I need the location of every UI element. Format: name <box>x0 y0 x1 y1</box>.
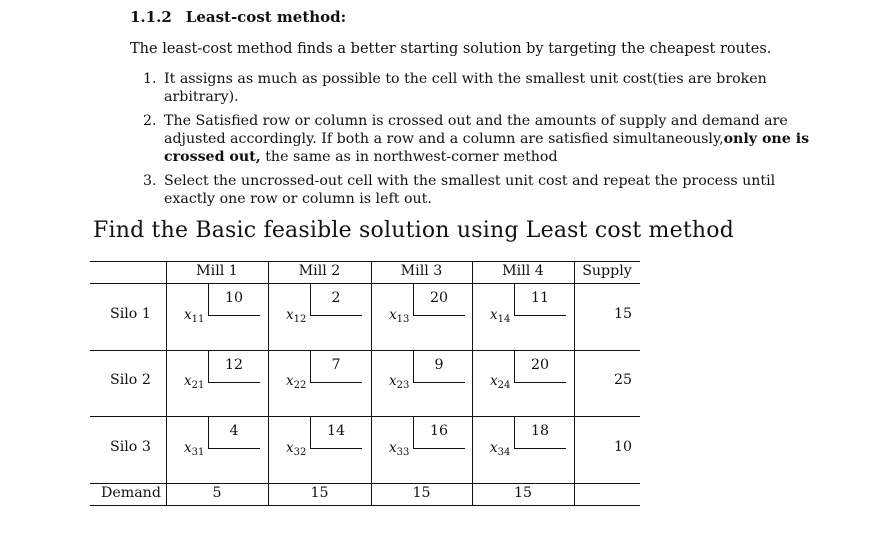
step-text: The Satisfied row or column is crossed out and the amounts of supply and demand are adjusted accordingly. If both a row and a column are satisfied simultaneously, <box>164 113 788 147</box>
variable-subscript: 14 <box>497 313 511 325</box>
variable-subscript: 31 <box>191 446 205 458</box>
unit-cost: 11 <box>530 290 550 306</box>
table-rule <box>90 483 640 484</box>
variable-subscript: 32 <box>293 446 307 458</box>
cost-box-bottom <box>208 448 260 449</box>
cost-box-bottom <box>413 315 465 316</box>
allocation-variable <box>490 373 510 391</box>
step-number: 3. <box>143 173 157 189</box>
unit-cost: 16 <box>429 423 449 439</box>
variable-symbol: x <box>184 373 192 389</box>
allocation-variable <box>490 440 510 458</box>
allocation-variable <box>490 307 510 325</box>
column-header: Mill 3 <box>400 263 443 279</box>
step-number: 2. <box>143 113 157 129</box>
variable-symbol: x <box>184 306 192 323</box>
variable-symbol: x <box>389 439 397 456</box>
variable-symbol: x <box>184 439 192 456</box>
variable-symbol: x <box>286 439 294 456</box>
column-header: Mill 4 <box>502 263 544 279</box>
allocation-variable <box>286 440 306 458</box>
table-column-rule <box>166 261 167 505</box>
allocation-variable <box>184 307 204 325</box>
intro-paragraph: The least-cost method finds a better starting solution by targeting the cheapest routes. <box>130 41 772 57</box>
cost-box-bottom <box>514 315 566 316</box>
supply-value: 15 <box>613 305 632 322</box>
cost-box-bottom <box>413 448 465 449</box>
demand-value: 15 <box>412 485 431 501</box>
allocation-variable <box>389 440 409 458</box>
variable-symbol: x <box>490 439 498 456</box>
unit-cost: 7 <box>331 357 341 373</box>
variable-symbol: x <box>286 373 294 389</box>
row-label: Silo 3 <box>110 438 151 455</box>
table-column-rule <box>268 261 269 505</box>
section-number: 1.1.2 <box>130 8 172 26</box>
variable-symbol: x <box>490 306 498 323</box>
variable-subscript: 33 <box>396 446 410 458</box>
cost-box-bottom <box>208 382 260 383</box>
row-label: Silo 1 <box>110 305 151 322</box>
cost-box-bottom <box>413 382 465 383</box>
unit-cost: 4 <box>229 423 239 439</box>
table-rule <box>90 283 640 284</box>
allocation-variable <box>389 373 409 391</box>
column-header: Mill 1 <box>196 263 238 279</box>
table-rule <box>90 350 640 351</box>
allocation-variable <box>286 373 306 391</box>
unit-cost: 14 <box>326 423 346 439</box>
table-rule <box>90 261 640 262</box>
row-label: Silo 2 <box>110 372 151 388</box>
problem-title: Find the Basic feasible solution using Least cost method <box>93 218 734 243</box>
variable-subscript: 12 <box>293 313 307 325</box>
variable-subscript: 13 <box>396 313 410 325</box>
supply-value: 25 <box>613 372 632 388</box>
demand-label: Demand <box>101 485 161 501</box>
allocation-variable <box>184 440 204 458</box>
cost-box-bottom <box>310 315 362 316</box>
allocation-variable <box>286 307 306 325</box>
cost-box-bottom <box>514 382 566 383</box>
step-text-cont: the same as in northwest-corner method <box>260 149 558 165</box>
supply-header: Supply <box>582 263 632 279</box>
unit-cost: 10 <box>224 290 244 306</box>
variable-subscript: 11 <box>191 313 205 325</box>
cost-box-bottom <box>310 382 362 383</box>
variable-subscript: 34 <box>497 446 511 458</box>
variable-symbol: x <box>490 373 498 389</box>
unit-cost: 9 <box>434 357 444 373</box>
variable-symbol: x <box>389 373 397 389</box>
cost-box-bottom <box>310 448 362 449</box>
step-text: It assigns as much as possible to the cell with the smallest unit cost(ties are broken arbitrary). <box>164 71 767 105</box>
variable-subscript: 23 <box>396 380 410 391</box>
unit-cost: 12 <box>224 357 244 373</box>
unit-cost: 20 <box>530 357 550 373</box>
cost-box-bottom <box>514 448 566 449</box>
demand-value: 15 <box>310 485 329 501</box>
allocation-variable <box>389 307 409 325</box>
step-number: 1. <box>143 71 157 87</box>
demand-value: 15 <box>513 485 533 501</box>
table-rule <box>90 505 640 506</box>
step-text: Select the uncrossed-out cell with the smallest unit cost and repeat the process until exactly one row or column is left out. <box>164 173 776 207</box>
table-column-rule <box>371 261 372 505</box>
table-column-rule <box>472 261 473 505</box>
unit-cost: 18 <box>530 423 550 439</box>
supply-value: 10 <box>613 438 632 455</box>
unit-cost: 2 <box>331 290 341 306</box>
section-title: Least-cost method: <box>185 8 347 26</box>
column-header: Mill 2 <box>298 263 341 279</box>
step-bold-text: only one is crossed out, <box>164 131 810 165</box>
table-rule <box>90 416 640 417</box>
variable-subscript: 24 <box>497 380 511 391</box>
variable-symbol: x <box>389 306 397 323</box>
variable-subscript: 22 <box>293 380 307 391</box>
allocation-variable <box>184 373 204 391</box>
demand-value: 5 <box>212 485 222 501</box>
variable-symbol: x <box>286 306 294 323</box>
variable-subscript: 21 <box>191 380 205 391</box>
cost-box-bottom <box>208 315 260 316</box>
unit-cost: 20 <box>429 290 449 306</box>
